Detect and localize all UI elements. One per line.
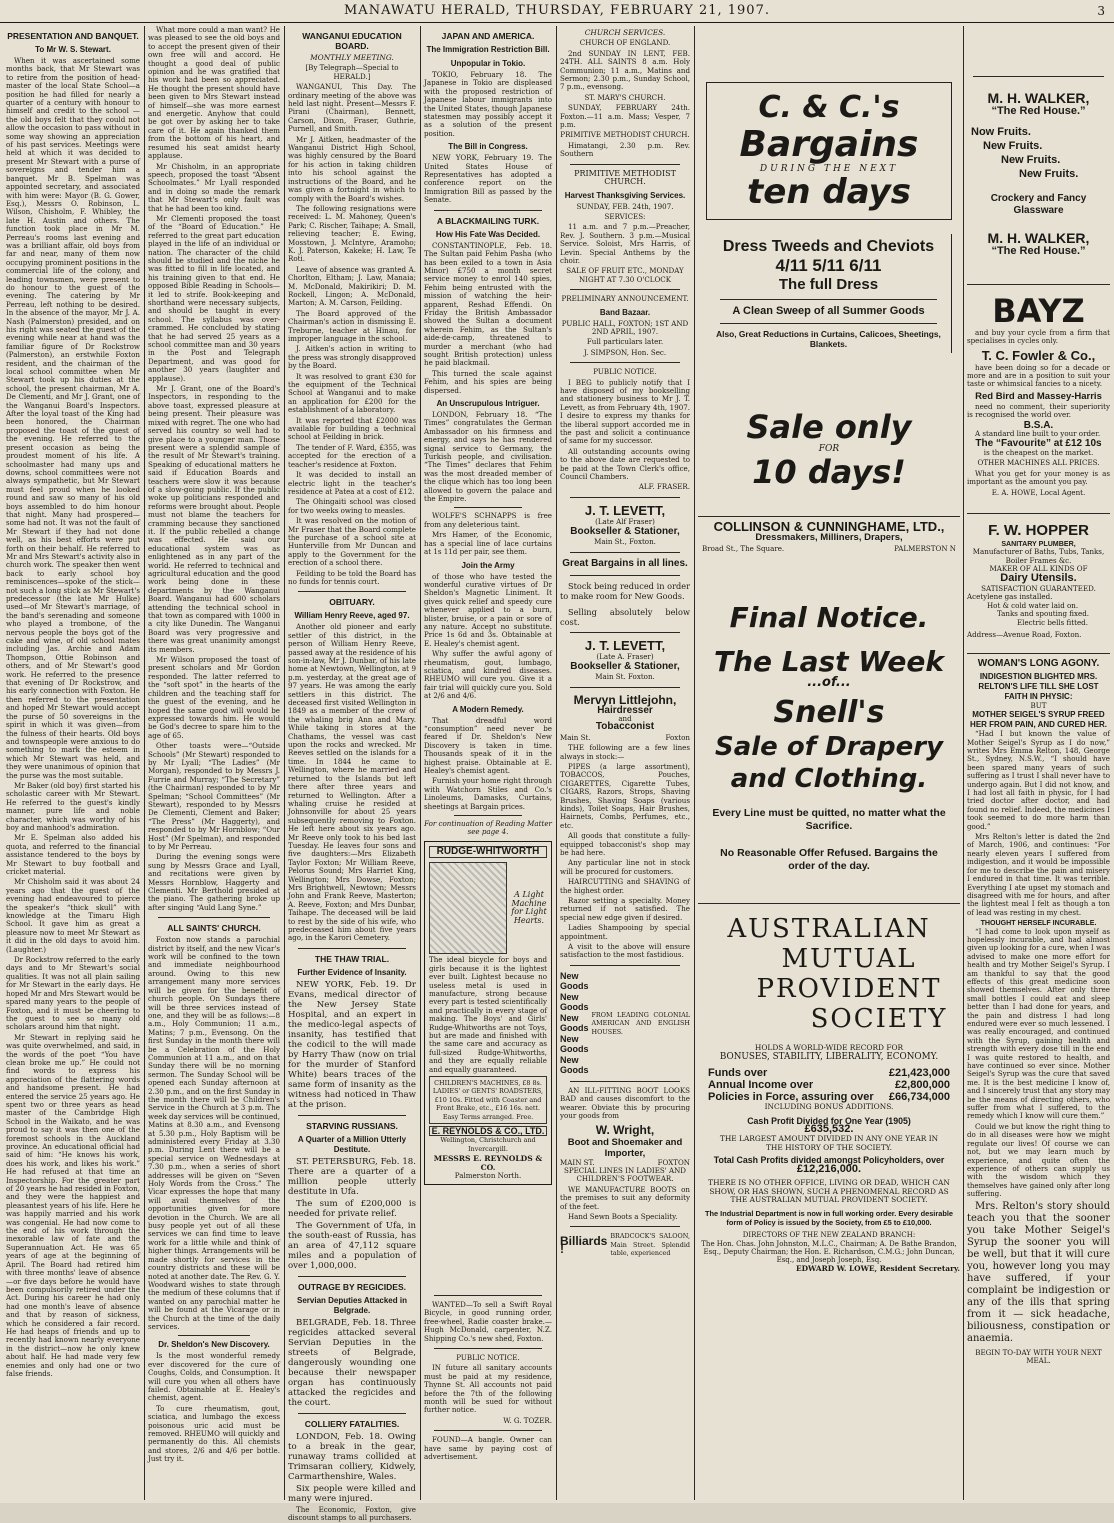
clean-sweep: A Clean Sweep of all Summer Goods: [732, 305, 925, 318]
total-profits-value: £12,216,000.: [796, 1162, 862, 1175]
article-paragraph: Furnish your home right through with Watchorn Stiles and Co.'s Linoleums, Damasks, Curtains, sheetings at Bargain prices.: [424, 776, 552, 811]
article-paragraph: Another old pioneer and early settler of this district, in the person of William Henry Reeve, passed away at the residence of his son-in-law, Mr J. Dunbar, of his late home at Newtown, Wellington, at 9 p.m. yesterday, at the great age of 97 years. He was among the early settlers in this district. The deceased first visited Wellington in 1849 as a member of the crew of the whaling brig Ann and Mary. While taking in stores at the Chathams, the vessel was cast upon the rocks and wrecked. Mr Reeves settled on the islands for a time. In 1844 he came to Wellington, where he married and returned to the Islands but left there after three years and returned to Wellington. After a whaling cruise he resided at Johnsonville for about 25 years subsequently removing to Foxton. He left here about six years ago. Mr Reeve only took to his bed last Tuesday. He leaves four sons and five daughters:—Mrs Elizabeth Taylor Foxton; Mr William Reeve, Pelorus Sound; Mrs Harriet King, Wellington; Mrs Dowse, Foxton; Mrs Brightwell, Newtown; Messrs John and Frank Reeve, Masterton; A. Reeve, Foxton; and Mrs Dunbar, Taihape. The deceased will be laid to rest by the side of his wife, who predeceased him about five years ago, in the Karori Cemetery.: [288, 622, 416, 943]
masthead: [0, 0, 1114, 23]
article-paragraph: Mrs Relton's letter is dated the 2nd of March, 1906, and continues: “For nearly eleven years I suffered from indigestion, and it would be impossible for me to describe the pain and misery I endured in that time. It was terrible. Everything I ate upset my stomach and disagreed with me for hours, and after the lightest meal I felt as though a ton of lead was resting in my chest.: [967, 832, 1110, 917]
hopper-line: Manufacturer of Baths, Tubs, Tanks, Boiler Frames &c.: [972, 547, 1105, 565]
article-paragraph: The Board approved of the Chairman's action in dismissing E. Treburne, teacher at Hinau, for improper language in the school.: [288, 308, 416, 343]
column-rule: [694, 26, 695, 1500]
policies-label: Policies in Force, assuring over: [708, 1091, 874, 1104]
divider: [454, 815, 522, 816]
article-heading: JAPAN AND AMERICA.: [441, 31, 535, 41]
notice-text: I BEG to publicly notify that I have disposed of my bookselling and stationery business to Mr J. T. Levett, as from February 4th, 1907. I desire to express my thanks for the liberal support accorded me in the past and solicit a continuance of same for my successor.: [560, 377, 690, 446]
wanted-notice: WANTED—To sell a Swift Royal Bicycle, in good running order, free-wheel, Radie coaster brake.—Hugh McDonald, carpenter, N.Z. Shipping Co.'s new shed, Foxton.: [424, 1300, 552, 1343]
littlejohn-town: Foxton: [665, 732, 690, 742]
notice-text: 11 a.m. and 7 p.m.—Preacher, Rev. J. Southern. 3 p.m.—Musical Service. Soloist, Mrs Harris, of Levin. Special Anthems by the choir.: [560, 222, 690, 265]
article-paragraph: Mr J. Grant, one of the Board's Inspectors, in responding to the above toast, expressed pleasure at being present. Their pleasure was mixed with regret. The one who had served his country so well had to give place to a younger man. Those present were a splendid sample of the result of Mr Stewart's training. Speaking of educational matters he said if Education Boards and teachers were slow it was because of a slow-going public. If the public woke up politicians responded and reforms were brought about. People must not blame the teachers for cramming because they sanctioned it. If the public rebelled a change was effected. He said our educational system was as enlightened as in any part of the world. He referred to technical and agricultural education and the good work being done in these departments by the Wanganui Board. Wanganui had 600 scholars attending the technical school in that town as compared with 1000 in a city like Dunedin. The Wanganui Board was very progressive and there was great unanimity amongst its members.: [148, 384, 280, 654]
article-paragraph: WANGANUI, This Day. The ordinary meeting of the above was held last night. Present—Messrs F. Pirani (Chairman), Bennett, Carson, Dixon, Fraser, Guthrie, Purnell, and Smith.: [288, 82, 416, 134]
notice-text: SPECIAL LINES IN LADIES' AND CHILDREN'S FOOTWEAR.: [564, 1165, 686, 1184]
church-times: SUNDAY, FEBRUARY 24th. Foxton.—11 a.m. Mass; Vesper, 7 p.m.: [560, 103, 690, 130]
column-rule: [420, 26, 421, 1500]
divider: [570, 289, 680, 290]
article-heading: OUTRAGE BY REGICIDES.: [298, 1281, 406, 1292]
hopper-line: Acetylene gas installed.: [967, 592, 1053, 602]
notice-text: is the cheapest on the market.: [983, 447, 1094, 457]
article-subheading: William Henry Reeve, aged 97.: [294, 611, 410, 621]
levett-late: (Late A. Fraser): [596, 651, 654, 661]
notice-signature: W. G. TOZER.: [503, 1415, 552, 1425]
new-goods-line: New Goods: [560, 970, 589, 992]
ad-brand: RUDGE-WHITWORTH: [429, 846, 547, 858]
sale-of-drapery: Sale of Drapery and Clothing.: [714, 732, 944, 795]
sale-for: FOR: [818, 444, 840, 455]
divider: [570, 164, 680, 165]
notice-text: have been doing so for a decade or more and are in a position to suit your taste or whimsical fancies to a nicety.: [967, 362, 1110, 389]
column-3: [288, 26, 416, 1523]
article-paragraph: When it was ascertained some months back, that Mr Stewart was to retire from the position of head-master of the local State School—a position he had filled for nearly a quarter of a century with honour to himself and credit to the school —the old boys felt that they could not allow the occasion to pass without in some way showing an appreciation of his past services. Meetings were held at which it was decided to present Mr Stewart with a purse of sovereigns and tender him a banquet. Mr B. Spelman was appointed secretary, and associated with him were: Mayor (B. G. Gower, Esq.), Messrs O. Robinson, L. Wilson, Chisholm, F. Whibley, the late H. Austin and others. The function took place in Mr M. Perreau's rooms last evening and was a brilliant affair, old boys from far and near, many of them now occupying prominent positions in the commercial life of the colony, and leading townsmen, were present to do honour to the guest of the evening. The catering by Mr Perreau, left nothing to be desired. In the absence of the mayor, Mr J. A. Nash (Palmerston) presided, and on his right was seated the guest of the evening while near at hand was the familiar figure of Dr Rockstrow (Palmerston), an erstwhile Foxton resident, and the chairman of the local school committee when Mr Stewart took up his duties at the school, the present chairman, Mr A. De Clementi, and Mr J. Grant, one of the Wanganui Board's Inspectors. After the loyal toast of the King had been honored, the Chairman proposed the toast of the guest of the evening. He referred to the present occasion as being the proudest moment of his life. A schoolmaster had many ups and downs, school committees were not always sympathetic, but Mr Stewart must feel proud when he looked round and saw so many of his old boys assembled to do him honour that night. Many had prospered—some had not. It was not the fault of Mr Stewart if they had not done well, as his best efforts were put forth on their behalf. He referred to Mr and Mrs Stewart's activity also in church work. The speaker then went back to early school boy reminiscences—spoke of the stick—not such a long stick as Mr Stewart's predecessor (the late Mr Hulke) used—of Mr Stewart's marriage, of the band's serenading and someone who played a trombone, of the nervous people the boys got of the cake and wine, of old school mates including Jas. Archie and Adam Thompson, Ottie Robinson and others, and of Mr Stewart's good work. He referred to the presence that evening of Dr Rockstrow, and his early connection with Foxton. He then referred to the presentation and hoped Mr Stewart would accept the purse of 50 sovereigns in the spirit in which it was given—from the fulness of their hearts. Old boys and townspeople were anxious to do something to mark the esteem in which Mr Stewart was held, and they were unanimous of opinion that the purse was the most suitable.: [6, 56, 140, 780]
divider: [570, 497, 680, 498]
divider: [298, 591, 406, 592]
divider: [570, 1226, 680, 1227]
wright-name: W. Wright,: [595, 1122, 655, 1137]
article-paragraph: Mr Chisholm said it was about 24 years ago that the guest of the evening had endeavoured to pierce the speaker's “thick skull” with knowledge at the Timaru High School. It gave him as great a pleasure now to meet Mr Stewart as it did in the old days to avoid him. (Laughter.): [6, 877, 140, 954]
seigel-sub: THOUGHT HERSELF INCURABLE.: [980, 919, 1097, 928]
article-paragraph: LONDON, Feb. 18. Owing to a break in the gear, runaway trams collided at Trimsaran colliery, Kidwely, Carmarthenshire, Wales.: [288, 1431, 416, 1482]
divider: [570, 552, 680, 553]
income-value: £2,800,000: [894, 1079, 950, 1092]
article-heading: PRESENTATION AND BANQUET.: [7, 31, 139, 41]
funds-label: Funds over: [708, 1067, 768, 1080]
article-heading: A BLACKMAILING TURK.: [436, 215, 540, 226]
girl-with-bicycle-illustration: [429, 862, 507, 954]
littlejohn-trade: Hairdresser: [597, 704, 653, 716]
seigel-but: BUT: [1030, 700, 1047, 710]
article-paragraph: During the evening songs were sung by Messrs Grace and Lyall, and recitations were given by Messrs Hornblow, Haggerty and Clementi. Mr Berthold presided at the piano. The gathering broke up after singing “Auld Lang Syne.”: [148, 852, 280, 912]
snells: Snell's: [773, 695, 885, 731]
amp-bonuses: BONUSES, STABILITY, LIBERALITY, ECONOMY.: [719, 1051, 939, 1062]
amp-secretary: EDWARD W. LOWE, Resident Secretary.: [795, 1263, 960, 1273]
notice-line: PRELIMINARY ANNOUNCEMENT.: [561, 294, 689, 304]
amp-society: SOCIETY: [810, 1004, 948, 1035]
column-rule: [556, 26, 557, 1500]
notice-text: HAIRCUTTING and SHAVING of the highest order.: [560, 877, 690, 895]
article-paragraph: Feilding to be told the Board has no funds for tennis court.: [288, 568, 416, 586]
article-heading: STARVING RUSSIANS.: [306, 1120, 398, 1131]
divider: [158, 917, 270, 918]
divider: [570, 632, 680, 633]
article-paragraph: Mr Baker (old boy) first started his scholastic career with Mr Stewart. He referred to the guest's kindly manner, pure life and noble character, which was worthy of his boy and manhood's admiration.: [6, 780, 140, 832]
divider: [967, 513, 1110, 514]
article-paragraph: BELGRADE, Feb. 18. Three regicides attacked several Servian Deputies in the streets of Belgrade, dangerously wounding one because their newspaper organ has continuously attacked the regicides and the court.: [288, 1317, 416, 1408]
walker-name: M. H. WALKER,: [987, 90, 1090, 106]
collinson-town: PALMERSTON N: [894, 543, 956, 553]
walker-house: “The Red House.”: [991, 245, 1086, 258]
wright-trade: Boot and Shoemaker and Importer,: [567, 1136, 683, 1159]
notice-text: What you get for your money is as important as the amount you pay.: [967, 468, 1110, 487]
collinson-street: Broad St., The Square.: [702, 543, 785, 553]
divider: [178, 1335, 250, 1336]
crockery: Crockery and Fancy Glassware: [990, 193, 1087, 217]
found-notice: FOUND—A bangle. Owner can have same by paying cost of advertisement.: [424, 1435, 552, 1462]
article-paragraph: The following resignations were received: L. M. Mahoney, Queen's Park; C. Rischer, Taihape; A. Small, relieving teacher; E. Ewing, Mosstown, J. McIntyre, Aramoho; K. J. Paterson, Kakeke; H. Law, Te Roti.: [288, 203, 416, 264]
divider: [698, 903, 960, 904]
church-name: CHURCH OF ENGLAND.: [579, 38, 671, 48]
ad-price-box: CHILDREN'S MACHINES, £8 8s. LADIES' or GENTS' ROADSTERS, £10 10s. Fitted with Coaster and Front Brake, etc., £16 16s. nett. Easy Terms arranged. Free.: [429, 1076, 547, 1124]
notice-text: and buy your cycle from a firm that specialises in cycles only.: [967, 327, 1110, 346]
funds-value: £21,423,000: [888, 1067, 950, 1080]
notice-heading: PUBLIC NOTICE.: [593, 367, 657, 377]
article-paragraph: That dreadful word “consumption” need never be feared if Dr. Sheldon's New Discovery is taken in time. Thousands speak of it in the highest praise. Obtainable at E. Healey's chemist agent.: [424, 715, 552, 776]
church-times: 2nd SUNDAY IN LENT, FEB. 24TH. ALL SAINTS 8 a.m. Holy Communion; 11 a.m., Matins and Sermon; 2.30 p.m., Sunday School, 7 p.m., evensong.: [560, 48, 690, 92]
article-paragraph: “I had come to look upon myself as hopelessly incurable, and had almost given up looking for a cure, when I was advised to make one more effort for health and try Mother Seigel's Syrup. I am thankful to say that the good effects of this great medicine soon showed themselves. After only three small bottles I could eat and sleep better than I had done for years, and the pain and distress I had long endured were ever so much lessened. I was really encouraged, and continued with the Syrup, gaining health and strength with every dose till in the end I was quite restored to health, and have continued so ever since. Mother Seigel's Syrup was the cure that saved me. It is the best medicine I know of, and I sincerely trust that any story may be the means of directing others, who suffer from what I suffered, to the remedy which I know will cure them.”: [967, 926, 1110, 1121]
full-dress: The full Dress: [778, 276, 879, 294]
article-subheading: A Quarter of a Million Utterly Destitute.: [297, 1134, 407, 1154]
seigel-sub: MOTHER SEIGEL'S SYRUP FREED HER FROM PAIN, AND CURED HER.: [970, 710, 1107, 730]
church-services-heading: CHURCH SERVICES.: [584, 28, 666, 37]
article-paragraph: The Ohingaiti school was closed for two weeks owing to measles.: [288, 497, 416, 515]
fruits-line: New Fruits.: [1001, 154, 1061, 167]
notice-text: Selling absolutely below cost.: [560, 606, 690, 627]
bsa: B.S.A.: [1023, 419, 1054, 431]
littlejohn-and: and: [618, 713, 632, 723]
article-paragraph: of those who have tested the wonderful curative virtues of Dr Sheldon's Magnetic Liniment. It gives quick relief and speedy cure whenever applied to a burn, blister, bruise, or a pain or sore of any nature. Accept no substitute. Price 1s 6d and 3s. Obtainable at E. Healey's chemist agent.: [424, 571, 552, 648]
policies-value: £66,734,000: [888, 1091, 950, 1104]
church-times: Himatangi, 2.30 p.m. Rev. Southern: [560, 140, 690, 159]
article-paragraph: To cure rheumatism, gout, sciatica, and lumbago the excess poisonous uric acid must be removed. RHEUMO will quickly and permanently do this. All chemists and stores, 2/6 and 4/6 per bottle. Just try it.: [148, 1403, 280, 1464]
fruits-line: New Fruits.: [983, 140, 1043, 153]
reductions: Also, Great Reductions in Curtains, Calicoes, Sheetings, Blankets.: [716, 329, 941, 350]
notice-text: A standard line built to your order.: [975, 429, 1101, 439]
final-notice: Final Notice.: [729, 601, 929, 635]
ad-dealer-towns: Wellington, Christchurch and Invercargill.: [440, 1136, 536, 1153]
divider: [698, 516, 960, 517]
amp-directors-list: The Hon. Chas. John Johnston, M.L.C., Chairman; A. De Bathe Brandon, Esq., Deputy Chairman; the Hon. E. Richardson, C.M.G.; John Duncan, Esq., and Joseph Joseph, Esq.: [701, 1239, 957, 1265]
amp-largest: THE LARGEST AMOUNT DIVIDED IN ANY ONE YEAR IN THE HISTORY OF THE SOCIETY.: [719, 1134, 939, 1152]
article-paragraph: The Government of Ufa, in the south-east of Russia, has an area of 47,112 square miles and a population of over 1,000,000.: [288, 1220, 416, 1271]
notice-line: SERVICES:: [604, 211, 646, 221]
amp-holds: HOLDS A WORLD-WIDE RECORD FOR: [754, 1043, 904, 1053]
new-goods-source: FROM LEADING COLONIAL AMERICAN AND ENGLISH HOUSES.: [591, 1010, 690, 1036]
notice-text: Hand Sewn Boots a Speciality.: [568, 1211, 678, 1221]
article-heading: WANGANUI EDUCATION BOARD.: [302, 31, 402, 51]
notice-line: SALE OF FRUIT ETC., MONDAY NIGHT AT 7.30 O'CLOCK: [566, 266, 684, 284]
seigel-begin: BEGIN TO-DAY WITH YOUR NEXT MEAL.: [975, 1347, 1102, 1365]
notice-signature: E. A. HOWE, Local Agent.: [991, 487, 1086, 497]
article-paragraph: The Economic, Foxton, give discount stamps to all purchasers.: [288, 1504, 416, 1523]
divider: [298, 948, 406, 949]
divider: [454, 507, 522, 508]
divider: [720, 323, 937, 324]
cc-ten-days: ten days: [747, 172, 911, 213]
column-7: [967, 26, 1110, 1500]
article-paragraph: J. Aitken's action in writing to the press was strongly disapproved by the Board.: [288, 344, 416, 371]
littlejohn-street: Main St.: [560, 732, 591, 742]
notice-heading: Band Bazaar.: [599, 307, 651, 317]
hopper-line: Electric bells fitted.: [1017, 617, 1088, 627]
article-heading: THE THAW TRIAL.: [314, 953, 390, 964]
levett-name: J. T. LEVETT,: [584, 502, 666, 518]
levett-trade: Bookseller & Stationer,: [570, 661, 680, 673]
article-paragraph: The sum of £200,000 is needed for private relief.: [288, 1198, 416, 1219]
new-goods-line: New Goods: [560, 1054, 589, 1076]
hopper-line: SATISFACTION GUARANTEED.: [981, 583, 1096, 593]
notice-text: THE following are a few lines always in stock:—: [560, 743, 690, 761]
article-paragraph: Mr Clementi proposed the toast of the “Board of Education.” He referred to the great part education played in the life of an individual or nation. The character of the child should be studied and the niche he was fitted to fill in life located, and his training given to that end. He opposed Bible Reading in Schools—it led to strife. Book-keeping and shorthand were necessary subjects, and should be taught in every school. The syllabus was over-crammed. He concluded by stating that he had served 25 years as a school committee man and 30 years in the Post and Telegraph Department, and was good for another 30 years (laughter and applause).: [148, 213, 280, 383]
sale-only-ad: [706, 403, 952, 495]
article-paragraph: The tender of F. Ward, £355, was accepted for the erection of a teacher's residence at Foxton.: [288, 442, 416, 469]
hopper-line: Hot & cold water laid on.: [987, 600, 1079, 610]
article-paragraph: It was resolved on the motion of Mr Fraser that the Board complete the purchase of a school site at Hunterville from Mr Duncan and apply to the Government for the erection of a school there.: [288, 516, 416, 568]
ad-local-town: Palmerston North.: [454, 1171, 522, 1181]
red-bird: Red Bird and Massey-Harris: [975, 390, 1102, 402]
article-heading: OBITUARY.: [329, 597, 375, 608]
new-goods-line: New Goods: [560, 991, 589, 1013]
divider: [570, 1081, 680, 1082]
article-paragraph: ST. PETERSBURG, Feb. 18. There are a quarter of a million people utterly destitute in Ufa.: [288, 1156, 416, 1197]
telegraph-line: [By Telegraph—Special to HERALD.]: [305, 63, 399, 81]
hopper-line: MAKER OF ALL KINDS OF: [989, 564, 1088, 574]
article-subheading: An Unscrupulous Intriguer.: [436, 399, 540, 408]
amp-industrial: The Industrial Department is now in full working order. Every desirable form of Policy is issued by the Society, from £5 to £10,000.: [704, 1209, 954, 1227]
article-paragraph: It was reported that £2000 was available for building a technical school at Feilding in brick.: [288, 415, 416, 442]
of-label: ...of...: [807, 675, 851, 691]
collinson-name: COLLINSON & CUNNINGHAME, LTD.,: [713, 518, 945, 534]
notice-text: Any particular line not in stock will be procured for customers.: [560, 858, 690, 876]
article-subheading: MONTHLY MEETING.: [310, 53, 394, 62]
notice-text: PIPES (a large assortment), TOBACCOS, Pouches, CIGARETTES, Cigarette Tubes, CIGARS, Razors, Strops, Shaving Brushes, Shaving Soaps (various kinds), Toilet Soaps, Hair Brushes, Hairnets, Combs, Perfumes, etc., etc.: [560, 761, 690, 830]
article-paragraph: WOLFE'S SCHNAPPS is free from any deleterious taint.: [424, 511, 552, 529]
article-paragraph: “Had I but known the value of Mother Seigel's Syrup as I do now,” writes Mrs Emma Relton, 148, George St., Sydney, N.S.W., “I should have been spared many years of such suffering as I trust I shall never have to undergo again. But I did not know, and I had lost all faith in physic, for I had tried doctor after doctor, and had found no relief. Indeed, the medicines I took seemed to do more harm than good.”: [967, 729, 1110, 831]
church-name: PRIMITIVE METHODIST CHURCH.: [560, 130, 690, 140]
wright-street: MAIN ST.: [560, 1157, 595, 1167]
article-paragraph: Mr Chisholm, in an appropriate speech, proposed the toast “Absent Schoolmates.” Mr Lyall responded and in doing so made the remark that Mr Stewart's only fault was that he had been too kind.: [148, 161, 280, 213]
fowler-name: T. C. Fowler & Co.,: [981, 347, 1096, 363]
column-4-notices: [424, 1290, 552, 1500]
article-heading: ALL SAINTS' CHURCH.: [167, 923, 261, 934]
article-paragraph: Foxton now stands a parochial district by itself, and the new Vicar's work will be confined to the town and immediate neighbourhood around. Owing to this new arrangement many more services will be given for the benefit of church people. On Sundays there will be three services instead of one, and they will be as follows:—8 a.m., Holy Communion; 11 a.m., Matins; 7 p.m., Evensong. On the first Sunday in the month there will be a Celebration of the Holy Communion at 11 a.m., and on that Sunday there will be no morning sermon. The Sunday School will be opened each Sunday afternoon at 2.30 p.m., and on the first Sunday in the month there will be Children's Service in the Church at 3 p.m. The week day services will be continued, Matins at 8.30 a.m., and Evensong at 5.30 p.m., Holy Baptism will be administered every Friday at 3.30 p.m. During Lent there will be a special service on Wednesdays at 7.30 p.m., when a series of short addresses will be given on “Seven Holy Words from the Cross.” The Vicar expresses the hope that many will avail themselves of the opportunities given for more devotion in the Church. We are all busy people yet out of all these services we can find time to leave work for a little while and think of higher things. Arrangements will be made shortly for services in the country districts and these will be noted at another date. The Rev. G. Y. Woodward wishes to state through the medium of these columns that if wanted on any parochial matter he will be found at the Vicarage or in the Church at the time of the daily services.: [148, 935, 280, 1331]
littlejohn-trade: Tobacconist: [595, 721, 655, 733]
article-paragraph: NEW YORK, February 19. The United States House of Representatives has adopted a conference report on the Immigration Bill as passed by the Senate.: [424, 153, 552, 205]
notice-text: Stock being reduced in order to make room for New Goods.: [560, 580, 690, 601]
article-paragraph: Mr J. Aitken, headmaster of the Wanganui District High School, was highly censured by the Board for his action in taking children into his school against the instructions of the Board, and he was given a fortnight in which to comply with the Board's wishes.: [288, 134, 416, 203]
ad-local-agent: MESSRS E. REYNOLDS & CO.: [433, 1154, 543, 1172]
article-paragraph: CONSTANTINOPLE, Feb. 18. The Sultan paid Fehim Pasha (who has been exiled to a town in Asia Minor) £750 a month secret service money to enrol 140 spies, Fehim being entrusted with the mission of watching the heir-apparent, Reshad Effendi. On Friday the British Ambassador showed the Sultan a document wherein Fehim, as the Sultan's aide-de-camp, threatened to murder a merchant (who had sought British protection) unless he paid blackmail.: [424, 240, 552, 368]
divider: [973, 76, 1104, 77]
article-subheading: Further Evidence of Insanity.: [297, 967, 407, 977]
divider: [298, 1413, 406, 1414]
article-paragraph: Leave of absence was granted A. Chorlton, Eltham; J. Law, Manaia; M. McDonald, Makirikiri; D. M. Rockell, Lingon; A. McDonald, Marton; A. M. Carson, Feilding.: [288, 264, 416, 308]
amp-australian: AUSTRALIAN: [727, 914, 931, 945]
fruits-line: New Fruits.: [1019, 168, 1079, 181]
walker-house: “The Red House.”: [991, 105, 1086, 117]
notice-heading: PUBLIC NOTICE.: [456, 1353, 520, 1363]
article-subheading: The Immigration Restriction Bill.: [426, 45, 550, 54]
page-number: 3: [1097, 4, 1106, 18]
wright-town: FOXTON: [657, 1157, 690, 1167]
new-goods-line: New Goods: [560, 1033, 589, 1055]
billiards-heading: Billiards !: [560, 1233, 608, 1256]
notice-text: Ladies Shampooing by special appointment.: [560, 923, 690, 941]
article-paragraph: Why suffer the awful agony of rheumatism, gout, lumbago, sciatica, and kindred diseases. RHEUMO will cure you. Give it a fair trial will quickly cure you. Sold at 2/6 and 4/6.: [424, 649, 552, 701]
new-goods-line: New Goods: [560, 1012, 589, 1034]
divider: [570, 687, 680, 688]
article-paragraph: Other toasts were—“Outside Schools” (Mr Stewart) responded to by Mr Lyall; “The Ladies” (Mr Morgan), responded to by Messrs J. Furrie and Murray; “The Secretary” (the Chairman) responded to by Mr Spelman; “School Committees” (Mr Stewart), responded to by Messrs De Clementi, Clement and Baker; “The Press” (Mr Haggerty), and responded to by Mr Hornblow; “Our Host” (Mr Spelman), and responded to by Mr Perreau.: [148, 741, 280, 851]
levett-late: (Late Alf Fraser): [595, 516, 655, 526]
continuation-note: For continuation of Reading Matter see page 4.: [424, 819, 552, 837]
article-paragraph: It was decided to install an electric light in the teacher's residence at Patea at a cost of £12.: [288, 470, 416, 496]
levett-trade: Bookseller & Stationer,: [570, 526, 680, 538]
ad-text: The ideal bicycle for boys and girls because it is the lightest ever built. Lightest because no useless metal is used in manufacture, strong because every part is tested scientifically and practically in every stage of making. The Boys' and Girls' Rudge-Whitworths are not Toys, but are made and finished with the same care and accuracy as full-sized Rudge-Whitworths, and they are equally reliable and equally guaranteed.: [429, 955, 547, 1074]
cc-bargains-ad: [706, 82, 952, 220]
income-label: Annual Income over: [708, 1079, 814, 1092]
article-heading: COLLIERY FATALITIES.: [304, 1418, 400, 1429]
dress-prices: 4/11 5/11 6/11: [775, 256, 882, 276]
littlejohn-name: Mervyn Littlejohn,: [573, 692, 677, 707]
notice-text: WE MANUFACTURE BOOTS on the premises to suit any deformity of the feet.: [560, 1184, 690, 1211]
notice-text: A visit to the above will ensure satisfaction to the most fastidious.: [560, 942, 690, 960]
notice-text: All outstanding accounts owing to the above date are requested to be paid at the Town Clerk's office, Council Chambers.: [560, 446, 690, 482]
bayz: BAYZ: [992, 291, 1085, 330]
hopper-trade: SANITARY PLUMBER,: [1001, 539, 1076, 548]
article-paragraph: Dr Rockstrow referred to the early days and to Mr Stewart's social qualities. It was not all plain sailing for Mr Stewart in the early days. He hoped Mr and Mrs Stewart would be spared many years to the people of Foxton, and it must be cheering to the guest to see so many old scholars around him that night.: [6, 955, 140, 1032]
article-paragraph: Mrs Hamer, of the Economic, has a special line of lace curtains at 1s 11d per pair, see them.: [424, 530, 552, 557]
article-subheading: How His Fate Was Decided.: [435, 229, 541, 239]
column-4: [424, 26, 552, 1500]
church-name: ST. MARY'S CHURCH.: [584, 92, 666, 102]
cash-profit: Cash Profit Divided for One Year (1905): [747, 1115, 911, 1126]
collinson-trade: Dressmakers, Milliners, Drapers,: [755, 532, 903, 544]
cc-bargains: Bargains: [739, 124, 919, 165]
article-paragraph: TOKIO, February 18. The Japanese in Tokio are displeased with the proposed restriction of Japanese labour immigrants into the United States, though Japanese statesmen may possibly accept it as a solution of the present position.: [424, 70, 552, 138]
notice-heading: Harvest Thanksgiving Services.: [564, 190, 686, 200]
hopper-dairy: Dairy Utensils.: [1000, 571, 1077, 584]
notice-text: AN ILL-FITTING BOOT LOOKS BAD and causes discomfort to the wearer. Obviate this by procuring your goods from: [560, 1085, 690, 1121]
article-paragraph: Mr Wilson proposed the toast of present scholars and Mr Gordon responded. The latter referred to the “soft spot” in the hearts of the children and the teaching staff for the guest of the evening, and he hoped the same good will would be expressed towards him. He would be God's decree to spare him to the age of 65.: [148, 655, 280, 740]
column-rule: [284, 26, 285, 1500]
article-subheading: To Mr W. S. Stewart.: [35, 45, 111, 54]
bargains-heading: Great Bargains in all lines.: [562, 557, 688, 569]
article-subheading: A Modern Remedy.: [452, 704, 524, 714]
article-paragraph: NEW YORK, Feb. 19. Dr Evans, medical director of the New Jersey State Hospital, and an expert in the medico-legal aspects of insanity, has testified that the codicil to the will made by Harry Thaw (now on trial for the murder of Stanford White) bears traces of the same form of insanity as the witness had noticed in Thaw at the prison.: [288, 979, 416, 1110]
article-paragraph: What more could a man want? He was pleased to see the old boys and to accept the present given of their own free will and accord. He thought a good deal of public opinion and he was gratified that his work had been so appreciated. He thought the present should have been given to Mrs Stewart instead of himself—she was more earnest and energetic. Anyhow that could be got over by asking her to take care of it. He again thanked them from the bottom of his heart, and resumed his seat amidst hearty applause.: [148, 25, 280, 161]
column-rule: [144, 26, 145, 1500]
ad-tagline: A Light Machine for Light Hearts.: [511, 890, 547, 925]
column-2: [148, 26, 280, 1500]
divider: [434, 210, 542, 211]
amp-no-other: THERE IS NO OTHER OFFICE, LIVING OR DEAD, WHICH CAN SHOW, OR HAS SHOWN, SUCH A PHENOMENAL RECORD AS THE AUSTRALIAN MUTUAL PROVIDENT SOCIETY.: [708, 1178, 950, 1204]
divider: [434, 1430, 542, 1431]
walker-name: M. H. WALKER,: [987, 230, 1090, 247]
article-paragraph: LONDON, February 18. “The Times” congratulates the German Ambassador on his firmness and energy, and says he has rendered signal service to Germany, the Turkish people, and civilisation. “The Times” declares that Fehim was the most dreaded member of the clique which has too long been allowed to govern the palace and the Empire.: [424, 410, 552, 504]
cc-title: C. & C.'s: [758, 90, 900, 125]
notice-text: Razor setting a specialty. Money returned if not satisfied. The special new edge given if desired.: [560, 896, 690, 922]
levett-name: J. T. LEVETT,: [584, 637, 666, 653]
article-subheading: The Bill in Congress.: [448, 142, 528, 152]
seigel-heading: WOMAN'S LONG AGONY.: [977, 658, 1100, 670]
notice-text: All goods that constitute a fully-equipped tobacconist's shop may be had here.: [560, 831, 690, 857]
billiards-text: BRADCOCK'S SALOON, Main Street. Splendid table, experienced: [610, 1232, 690, 1258]
church-name: PRIMITIVE METHODIST CHURCH.: [574, 168, 676, 187]
fruits-line: Now Fruits.: [971, 126, 1031, 139]
article-paragraph: Mr Stewart in replying said he was quite overwhelmed, and said, in the words of the poet “You have clean broke me up.” He could not find words to express his appreciation of the flattering words and handsome present. He had entered the service 25 years ago. He spent two or three years as head master of the Cambridge High School in the Waikato, and he was proud to say it was then one of the foremost schools in the Auckland province. An educational official had said of him: “He knows his work, does his work, and likes his work.” He had refused at that time an Inspectorship. For the greater part of 20 years he had resided in Foxton, and they were the happiest and pleasantest years of his life. Here he was happily married and his work was congenial. He had now come to the end of his work through the inexorable law of fate and the Superannuation Act. He was 65 years of age at the beginning of April. The Board had retired him with three months' leave of absence—or five days before he would have been compulsorily retired under the Act. During his career he had only had one month's leave of absence and that by reason of sickness, which he considered a fair record. He had heaps of friends and up to recently had known nearly everyone in the district—now he only knew about half. He had made very few enemies and only had one or two false friends.: [6, 1032, 140, 1378]
notice-line: Full particulars later.: [586, 337, 664, 347]
divider: [720, 299, 937, 300]
article-subheading: Dr. Sheldon's New Discovery.: [158, 1340, 270, 1350]
divider: [298, 1115, 406, 1116]
notice-line: J. SIMPSON, Hon. Sec.: [583, 347, 667, 357]
notice-text: OTHER MACHINES ALL PRICES.: [977, 458, 1100, 468]
article-subheading: Join the Army: [461, 560, 515, 570]
rudge-whitworth-ad: [424, 841, 552, 1186]
article-paragraph: This turned the scale against Fehim, and his spies are being dispersed.: [424, 368, 552, 395]
notice-line: PUBLIC HALL, FOXTON; 1ST AND 2ND APRIL, 1907.: [561, 318, 689, 336]
divider: [967, 653, 1110, 654]
divider: [434, 1295, 542, 1296]
article-subheading: Servian Deputies Attacked in Belgrade.: [297, 1295, 407, 1315]
total-profits: Total Cash Profits divided amongst Policyholders, over: [713, 1155, 945, 1166]
hopper-line: Tanks and spouting fixed.: [997, 609, 1089, 619]
sale-ten-days: 10 days!: [752, 452, 906, 491]
article-paragraph: Mr E. Spelman also added his quota, and referred to the financial assistance tendered to the boys by Mr Stewart to buy football and cricket material.: [6, 833, 140, 876]
article-paragraph: Mrs. Relton's story should teach you that the sooner you take Mother Seigel's Syrup the sooner you will be well, but that it will cure you, however long you may have suffered, if your complaint be indigestion or any of the ills that spring from it — sick headache, biliousness, constipation or anaemia.: [967, 1200, 1110, 1344]
amp-mutual: MUTUAL: [781, 944, 917, 975]
amp-provident: PROVIDENT: [756, 974, 942, 1005]
notice-signature: ALF. FRASER.: [638, 482, 690, 492]
column-5: [560, 26, 690, 1500]
notice-text: need no comment, their superiority is recognised the world over.: [967, 401, 1110, 420]
hopper-name: F. W. HOPPER: [988, 521, 1089, 539]
sale-only: Sale only: [746, 408, 912, 447]
article-paragraph: It was resolved to grant £30 for the equipment of the Technical School at Wanganui and to make an application for £200 for the establishment of a laboratory.: [288, 371, 416, 415]
levett-address: Main St., Foxton.: [594, 537, 656, 547]
no-reasonable-offer: No Reasonable Offer Refused. Bargains the order of the day.: [720, 847, 938, 873]
favourite: The “Favourite” at £12 10s: [975, 438, 1102, 450]
article-paragraph: Six people were killed and many were injured.: [288, 1483, 416, 1504]
divider: [298, 1276, 406, 1277]
divider: [570, 575, 680, 576]
column-6: [698, 26, 960, 1500]
hopper-line: Address—Avenue Road, Foxton.: [967, 629, 1082, 639]
dress-tweeds: Dress Tweeds and Cheviots: [722, 238, 935, 256]
divider: [967, 284, 1110, 285]
amp-directors: DIRECTORS OF THE NEW ZEALAND BRANCH:: [742, 1231, 916, 1240]
divider: [434, 1348, 542, 1349]
cash-profit-value: £635,532.: [804, 1123, 854, 1136]
last-week: The Last Week: [713, 645, 944, 679]
article-subheading: Unpopular in Tokio.: [450, 59, 526, 68]
seigel-sub: INDIGESTION BLIGHTED MRS. RELTON'S LIFE TILL SHE LOST FAITH IN PHYSIC:: [978, 671, 1099, 701]
divider: [570, 965, 680, 966]
levett-address: Main St. Foxton.: [595, 672, 655, 682]
divider: [570, 362, 680, 363]
notice-text: IN future all sanitary accounts must be paid at my residence, Thynne St. All accounts not paid before the 7th of the following month will be sued for without further notice.: [424, 1363, 552, 1415]
column-rule: [963, 26, 964, 1500]
article-paragraph: Could we but know the right thing to do in all diseases were how we might regulate our lives! Of course we can not, but we may learn much by experience, and quite often the experience of others can supply us with the wisdom which they themselves have gained only after long suffering.: [967, 1121, 1110, 1199]
every-line: Every Line must be quitted, no matter what the Sacrifice.: [712, 807, 946, 833]
article-paragraph: Is the most wonderful remedy ever discovered for the cure of Coughs, Colds, and Consumption. It will cure you when all others have failed. Obtainable at E. Healey's chemist, agent.: [148, 1351, 280, 1403]
cc-during: DURING THE NEXT: [759, 164, 899, 174]
column-1: [6, 26, 140, 1500]
ad-dealer: E. REYNOLDS & CO., LTD.: [429, 1126, 547, 1136]
amp-including: INCLUDING BONUS ADDITIONS.: [764, 1102, 894, 1112]
notice-line: SUNDAY, FEB. 24th, 1907.: [576, 201, 674, 211]
masthead-title: MANAWATU HERALD, THURSDAY, FEBRUARY 21, 1907.: [344, 3, 770, 18]
